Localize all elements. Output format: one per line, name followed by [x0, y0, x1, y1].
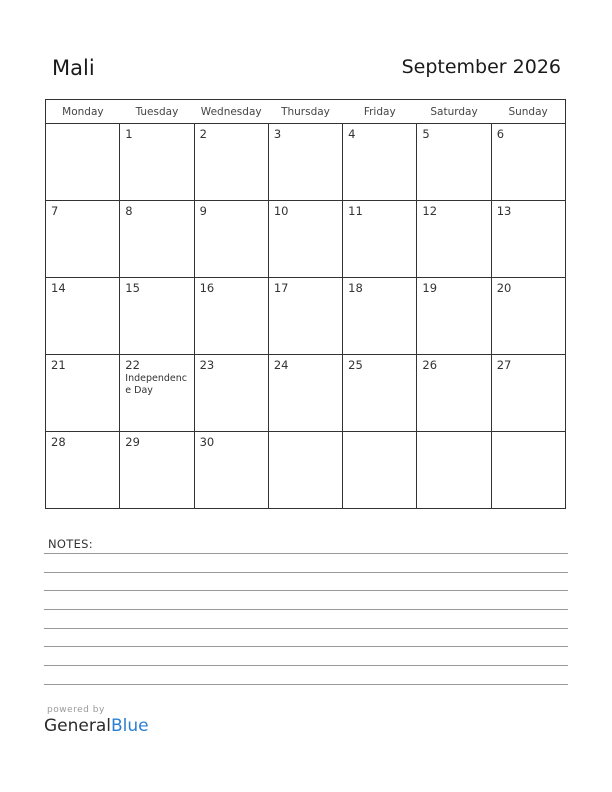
day-number: 14	[51, 281, 66, 295]
day-number: 8	[125, 204, 133, 218]
weekday-header: Friday	[343, 100, 417, 124]
week-row	[46, 432, 566, 509]
day-number: 19	[422, 281, 438, 295]
day-number: 3	[273, 127, 282, 141]
weekday-header: Monday	[46, 100, 120, 124]
note-line	[44, 646, 568, 647]
day-cell	[343, 124, 417, 201]
day-number: 30	[199, 435, 215, 449]
note-line	[44, 628, 568, 629]
week-row	[46, 201, 566, 278]
day-number: 12	[422, 204, 438, 218]
day-cell	[120, 201, 194, 278]
day-cell	[46, 432, 120, 509]
day-cell	[343, 432, 417, 509]
day-cell	[343, 355, 417, 432]
day-cell	[417, 355, 491, 432]
generalblue-logo	[44, 716, 149, 736]
notes-label: NOTES:	[48, 537, 93, 551]
day-cell	[194, 124, 268, 201]
note-line	[44, 553, 568, 554]
powered-by-text: powered by	[47, 705, 105, 715]
day-number: 15	[125, 281, 140, 295]
day-cell	[268, 355, 342, 432]
day-number: 10	[273, 204, 289, 218]
day-cell	[417, 201, 491, 278]
day-number: 23	[199, 358, 215, 372]
day-cell	[343, 278, 417, 355]
day-cell	[194, 201, 268, 278]
day-number: 4	[348, 127, 356, 141]
day-number: 2	[199, 127, 207, 141]
day-number: 20	[496, 281, 512, 295]
day-number: 6	[496, 127, 505, 141]
day-cell	[268, 201, 342, 278]
month-year-title: September 2026	[401, 56, 561, 78]
weekday-header-row	[46, 100, 566, 124]
day-cell	[417, 124, 491, 201]
day-number: 7	[51, 204, 59, 218]
week-row	[46, 278, 566, 355]
day-cell	[46, 201, 120, 278]
note-line	[44, 684, 568, 685]
day-number: 18	[348, 281, 363, 295]
day-cell	[491, 432, 565, 509]
day-cell	[491, 355, 565, 432]
calendar-grid	[45, 99, 566, 509]
day-number: 11	[348, 204, 363, 218]
day-cell	[491, 278, 565, 355]
day-cell	[268, 278, 342, 355]
note-line	[44, 609, 568, 610]
day-number: 26	[422, 358, 438, 372]
week-row	[46, 124, 566, 201]
day-cell	[268, 432, 342, 509]
day-cell	[417, 432, 491, 509]
holiday-label: Independence Day	[125, 373, 187, 396]
brand-general: General	[44, 716, 111, 736]
day-cell	[46, 124, 120, 201]
day-cell	[120, 355, 194, 432]
weekday-header: Saturday	[417, 100, 491, 124]
brand-blue: Blue	[111, 716, 149, 736]
day-cell	[417, 278, 491, 355]
note-line	[44, 572, 568, 573]
weekday-header: Tuesday	[120, 100, 194, 124]
week-row	[46, 355, 566, 432]
day-cell	[120, 124, 194, 201]
weekday-header: Thursday	[268, 100, 342, 124]
day-number: 1	[125, 127, 133, 141]
day-number: 5	[422, 127, 430, 141]
day-number: 24	[273, 358, 289, 372]
day-number: 17	[273, 281, 289, 295]
day-number: 16	[199, 281, 215, 295]
day-number: 21	[51, 358, 66, 372]
day-number: 27	[496, 358, 512, 372]
day-number: 28	[51, 435, 66, 449]
day-cell	[491, 201, 565, 278]
day-cell	[194, 432, 268, 509]
weekday-header: Wednesday	[194, 100, 268, 124]
day-cell	[343, 201, 417, 278]
day-cell	[120, 278, 194, 355]
weekday-header: Sunday	[491, 100, 565, 124]
day-number: 25	[348, 358, 363, 372]
day-cell	[46, 355, 120, 432]
country-title: Mali	[52, 56, 95, 80]
note-line	[44, 665, 568, 666]
day-cell	[46, 278, 120, 355]
day-cell	[491, 124, 565, 201]
day-cell	[194, 278, 268, 355]
day-number: 13	[496, 204, 512, 218]
day-cell	[194, 355, 268, 432]
day-cell	[268, 124, 342, 201]
day-number: 29	[125, 435, 140, 449]
day-number: 9	[199, 204, 207, 218]
note-line	[44, 590, 568, 591]
day-number: 22	[125, 358, 140, 372]
day-cell	[120, 432, 194, 509]
